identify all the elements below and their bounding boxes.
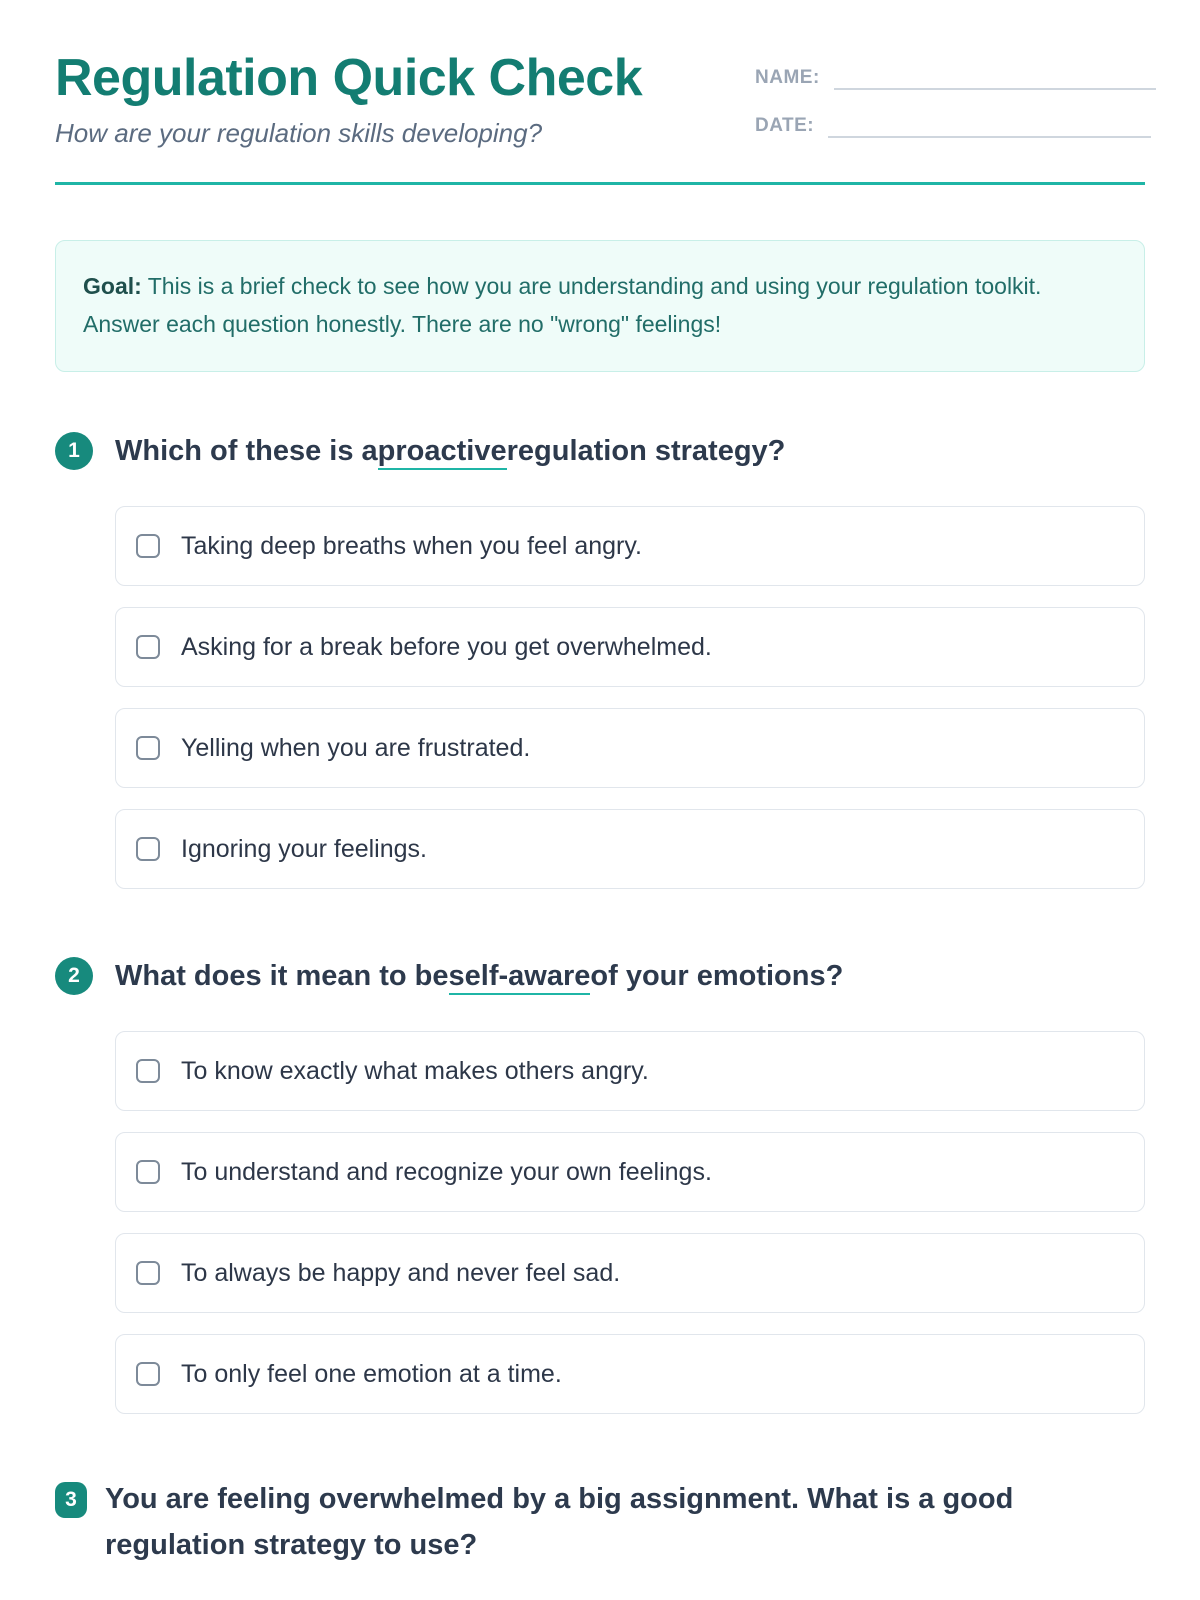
page-subtitle: How are your regulation skills developing? bbox=[55, 118, 543, 148]
question-keyword: self-aware bbox=[449, 960, 591, 995]
name-label: NAME: bbox=[755, 67, 820, 88]
checkbox[interactable] bbox=[136, 1059, 160, 1083]
checkbox[interactable] bbox=[136, 1261, 160, 1285]
question-prefix: What does it mean to be bbox=[115, 960, 449, 992]
answer-option[interactable] bbox=[115, 809, 1145, 889]
option-label: Yelling when you are frustrated. bbox=[181, 733, 531, 762]
goal-text: This is a brief check to see how you are understanding and using your regulation toolkit. Answer each question honestly. There are no "wrong" feelings! bbox=[83, 273, 1042, 337]
checkbox[interactable] bbox=[136, 837, 160, 861]
answer-option[interactable] bbox=[115, 708, 1145, 788]
question-header bbox=[55, 953, 1145, 999]
option-label: To only feel one emotion at a time. bbox=[181, 1359, 562, 1388]
option-label: Asking for a break before you get overwhelmed. bbox=[181, 632, 712, 661]
name-row bbox=[755, 62, 1156, 90]
option-label: Ignoring your feelings. bbox=[181, 834, 427, 863]
question-number-badge: 3 bbox=[55, 1482, 87, 1518]
answer-option[interactable] bbox=[115, 506, 1145, 586]
date-row bbox=[755, 110, 1151, 138]
page-title: Regulation Quick Check bbox=[55, 49, 643, 107]
question-text bbox=[115, 953, 843, 999]
answer-option[interactable] bbox=[115, 1132, 1145, 1212]
question-header bbox=[55, 428, 1145, 474]
checkbox[interactable] bbox=[136, 736, 160, 760]
question-number-badge: 1 bbox=[55, 432, 93, 470]
worksheet-header bbox=[55, 0, 1145, 185]
name-field[interactable] bbox=[834, 62, 1156, 90]
date-label: DATE: bbox=[755, 115, 815, 136]
question-suffix: regulation strategy? bbox=[506, 435, 786, 467]
goal-label: Goal: bbox=[83, 273, 142, 299]
option-label: To always be happy and never feel sad. bbox=[181, 1258, 621, 1287]
option-label: To know exactly what makes others angry. bbox=[181, 1056, 649, 1085]
option-label: To understand and recognize your own feelings. bbox=[181, 1157, 712, 1186]
answer-options bbox=[115, 1031, 1145, 1414]
answer-options bbox=[115, 506, 1145, 889]
question-2 bbox=[55, 953, 1145, 1414]
question-prefix: Which of these is a bbox=[115, 435, 378, 467]
checkbox[interactable] bbox=[136, 635, 160, 659]
checkbox[interactable] bbox=[136, 1160, 160, 1184]
question-3 bbox=[55, 1476, 1145, 1568]
answer-option[interactable] bbox=[115, 607, 1145, 687]
option-label: Taking deep breaths when you feel angry. bbox=[181, 531, 642, 560]
date-field[interactable] bbox=[828, 110, 1151, 138]
question-keyword: proactive bbox=[378, 435, 507, 470]
answer-option[interactable] bbox=[115, 1334, 1145, 1414]
question-number-badge: 2 bbox=[55, 957, 93, 995]
question-header bbox=[55, 1476, 1145, 1568]
goal-box bbox=[55, 240, 1145, 372]
question-suffix: of your emotions? bbox=[590, 960, 844, 992]
answer-option[interactable] bbox=[115, 1031, 1145, 1111]
checkbox[interactable] bbox=[136, 534, 160, 558]
question-text bbox=[115, 428, 785, 474]
answer-option[interactable] bbox=[115, 1233, 1145, 1313]
question-text: You are feeling overwhelmed by a big assignment. What is a good regulation strategy to use? bbox=[105, 1483, 1014, 1561]
checkbox[interactable] bbox=[136, 1362, 160, 1386]
question-1 bbox=[55, 428, 1145, 889]
